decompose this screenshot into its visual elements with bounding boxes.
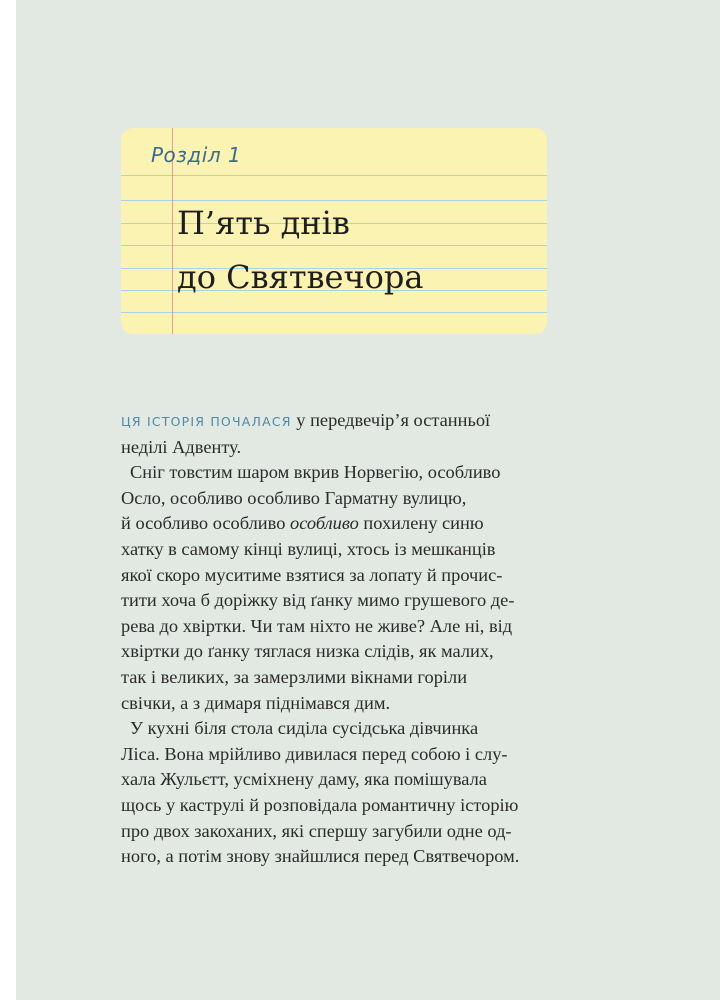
text-line: й особливо особливо особливо похилену синю — [121, 513, 484, 534]
card-rule-line — [121, 312, 547, 313]
lead-small-caps: ЦЯ ІСТОРІЯ ПОЧАЛАСЯ — [121, 414, 292, 429]
chapter-heading-card — [121, 128, 547, 334]
text-line: тити хоча б доріжку від ґанку мимо грушевого де- — [121, 590, 515, 611]
text-line: якої скоро муситиме взятися за лопату й прочис- — [121, 564, 503, 585]
text-line: хвіртки до ґанку тяглася низка слідів, як малих, — [121, 641, 494, 662]
paragraph-start: У кухні біля стола сиділа сусідська дівчинка — [130, 718, 479, 739]
text-line: Осло, особливо особливо Гарматну вулицю, — [121, 487, 467, 508]
body-text — [121, 408, 561, 870]
text-line: неділі Адвенту. — [121, 436, 242, 457]
text-line: хала Жульєтт, усміхнену даму, яка помішувала — [121, 769, 487, 790]
text-line: Ліса. Вона мрійливо дивилася перед собою і слу- — [121, 743, 508, 764]
text-line: рева до хвіртки. Чи там ніхто не живе? Але ні, від — [121, 615, 513, 636]
chapter-number: Розділ 1 — [151, 143, 242, 167]
paragraph-start: Сніг товстим шаром вкрив Норвегію, особливо — [130, 462, 501, 483]
text-line: ного, а потім знову знайшлися перед Святвечором. — [121, 846, 520, 867]
emphasis: особливо — [290, 513, 359, 534]
text-line: хатку в самому кінці вулиці, хтось із мешканців — [121, 538, 496, 559]
card-rule-line — [121, 175, 547, 176]
text-line: свічки, а з димаря піднімався дим. — [121, 692, 391, 713]
chapter-title — [177, 196, 537, 304]
text-line: ЦЯ ІСТОРІЯ ПОЧАЛАСЯ у передвечір’я останньої — [121, 410, 491, 430]
text-line: так і великих, за замерзлими вікнами горіли — [121, 666, 468, 687]
text-line: щось у каструлі й розповідала романтичну історію — [121, 794, 519, 815]
chapter-title-line: П’ять днів — [177, 204, 350, 242]
text-line: про двох закоханих, які спершу загубили одне од- — [121, 820, 512, 841]
page-left-edge — [0, 0, 16, 1000]
chapter-title-line: до Святвечора — [177, 258, 424, 296]
